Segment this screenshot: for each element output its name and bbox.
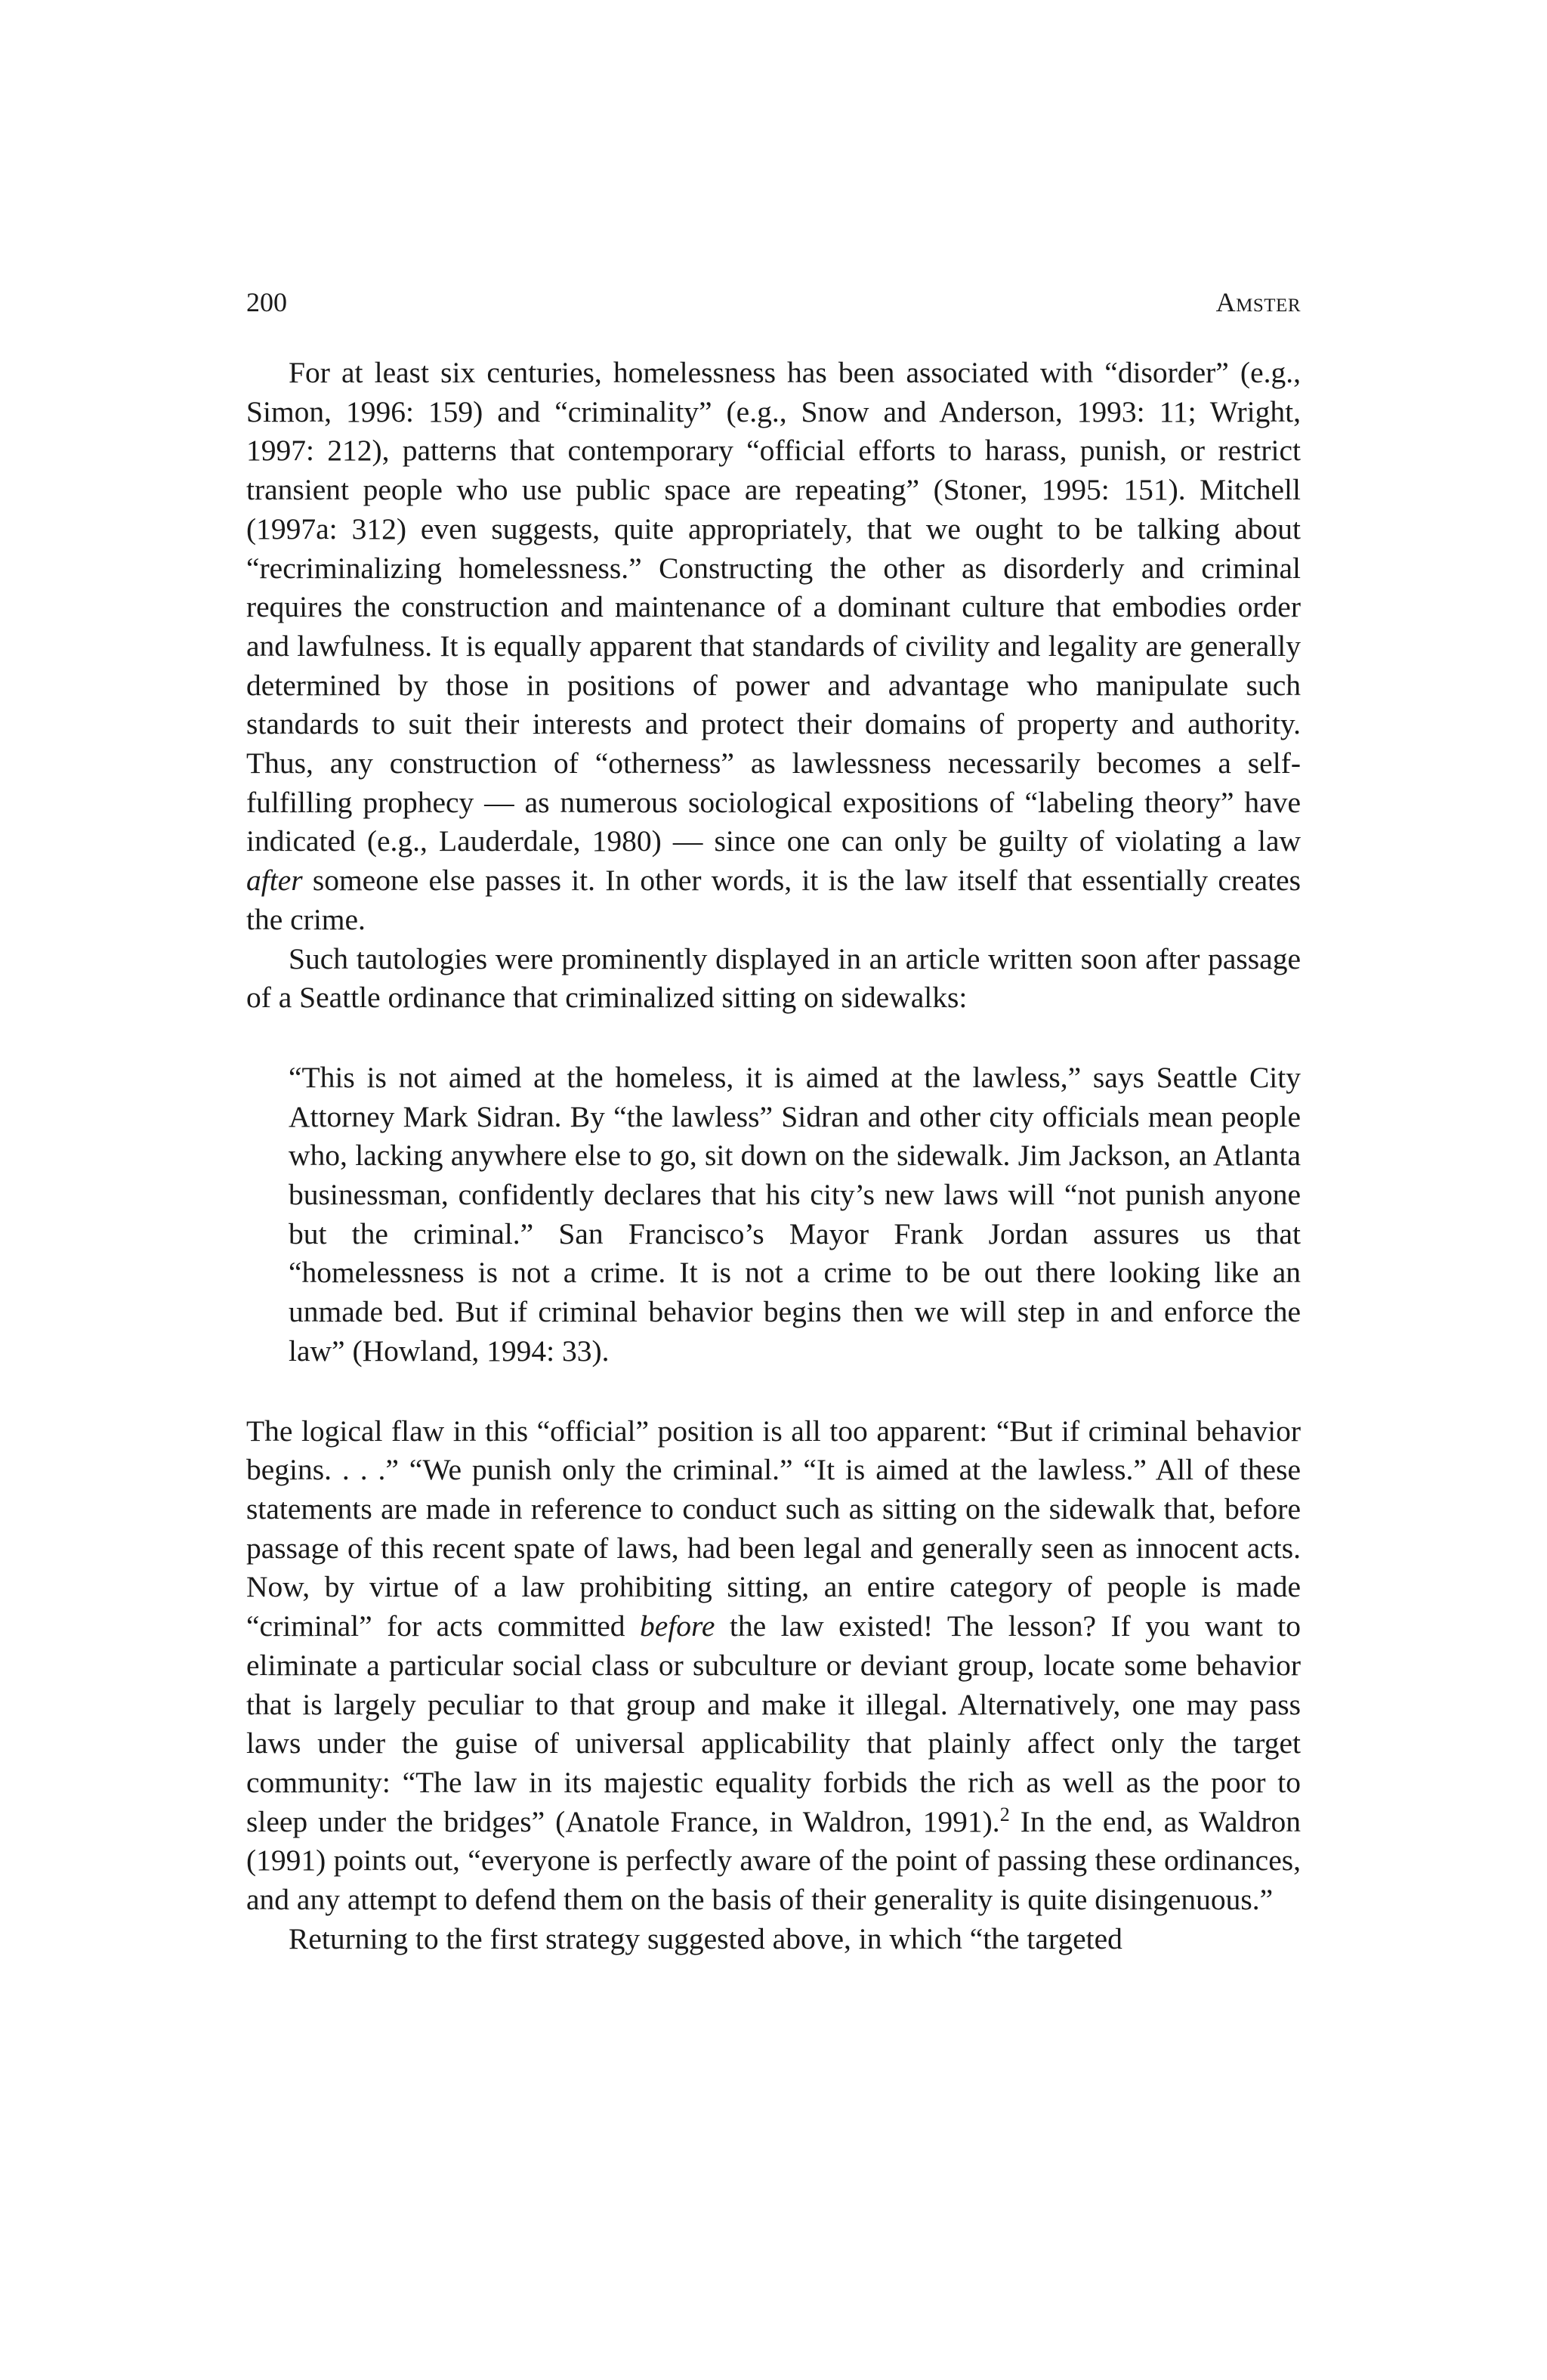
running-head [246, 283, 1301, 322]
paragraph-1-text: For at least six centuries, homelessness has been associated with “disorder” (e.g., Simon, 1996: 159) and “criminality” (e.g., Snow and Anderson, 1993: 11; Wright, 1997: 212), patterns that contemporary “official efforts to harass, punish, or restrict transient people who use public space are repeating” (Stoner, 1995: 151). Mitchell (1997a: 312) even suggests, quite appropriately, that we ought to be talking about “recriminalizing homelessness.” Constructing the other as disorderly and criminal requires the construction and maintenance of a dominant culture that embodies order and lawfulness. It is equally apparent that standards of civility and legality are generally determined by those in positions of power and advantage who manipulate such standards to suit their interests and protect their domains of property and authority. Thus, any construction of “otherness” as lawlessness necessarily becomes a self-fulfilling prophecy — as numerous sociological expositions of “labeling theory” have indicated (e.g., Lauderdale, 1980) — since one can only be guilty of violating a law [246, 356, 1301, 858]
paragraph-3-emphasis: before [639, 1609, 715, 1643]
paragraph-4: Returning to the first strategy suggested above, in which “the targeted [289, 1921, 1122, 1955]
paragraph-3-text-b: the law existed! The lesson? If you want to eliminate a particular social class or subculture or deviant group, locate some behavior that is largely peculiar to that group and make it illegal. Alternatively, one may pass laws under the guise of universal applicability that plainly affect only the target community: “The law in its majestic equality forbids the rich as well as the poor to sleep under the bridges” (Anatole France, in Waldron, 1991). [246, 1609, 1302, 1838]
body-text [246, 354, 1301, 1958]
paragraph-2: Such tautologies were prominently displayed in an article written soon after passage of a Seattle ordinance that criminalized sitting on sidewalks: [246, 941, 1301, 1015]
paragraph-3-text-a: The logical flaw in this “official” position is all too apparent: “But if criminal behavior begins. . . .” “We punish only the criminal.” “It is aimed at the lawless.” All of these statements are made in reference to conduct such as sitting on the sidewalk that, before passage of this recent spate of laws, had been legal and generally seen as innocent acts. Now, by virtue of a law prohibiting sitting, an entire category of people is made “criminal” for acts committed [246, 1414, 1301, 1643]
block-quote: “This is not aimed at the homeless, it is aimed at the lawless,” says Seattle City Attorney Mark Sidran. By “the lawless” Sidran and other city officials mean people who, lacking anywhere else to go, sit down on the sidewalk. Jim Jackson, an Atlanta businessman, confidently declares that his city’s new laws will “not punish anyone but the criminal.” San Francisco’s Mayor Frank Jordan assures us that “homelessness is not a crime. It is not a crime to be out there looking like an unmade bed. But if criminal behavior begins then we will step in and enforce the law” (Howland, 1994: 33). [289, 1060, 1301, 1368]
paragraph-3-text-c: In the end, as Waldron (1991) points out, “everyone is perfectly aware of the point of passing these ordinances, and any attempt to defend them on the basis of their generality is quite disingenuous.” [246, 1804, 1302, 1917]
paragraph-1-emphasis: after [246, 864, 303, 898]
footnote-reference: 2 [999, 1803, 1010, 1825]
running-head-author: Amster [1215, 287, 1301, 317]
paragraph-1-end: someone else passes it. In other words, it is the law itself that essentially creates the crime. [246, 864, 1301, 936]
paragraph-3 [246, 1412, 1301, 1920]
paragraph-1 [246, 354, 1301, 940]
page-number: 200 [246, 287, 287, 317]
